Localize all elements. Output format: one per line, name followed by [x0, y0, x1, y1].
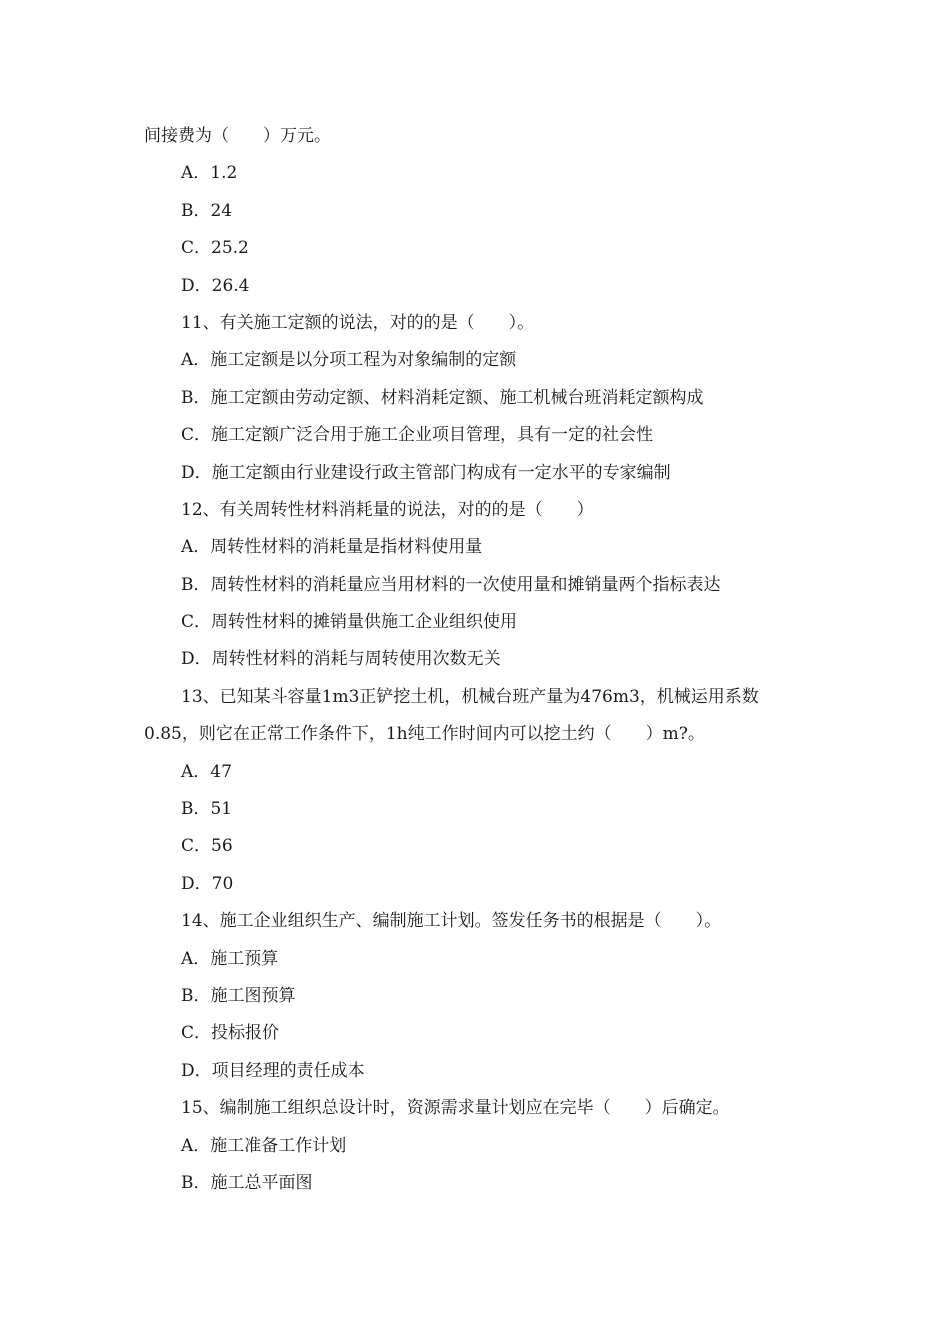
text-line: B．24 [181, 200, 233, 221]
text-line: C．施工定额广泛合用于施工企业项目管理，具有一定的社会性 [181, 425, 654, 446]
text-line: D．施工定额由行业建设行政主管部门构成有一定水平的专家编制 [181, 462, 671, 483]
text-line: B．施工总平面图 [181, 1172, 313, 1193]
text-line: B．施工图预算 [181, 985, 296, 1006]
text-line: D．周转性材料的消耗与周转使用次数无关 [181, 649, 501, 670]
text-line: D．70 [181, 873, 234, 894]
text-line: 间接费为（ ）万元。 [144, 126, 331, 146]
text-line: 12、有关周转性材料消耗量的说法，对的的是（ ） [181, 499, 594, 520]
document-body [144, 118, 824, 1202]
text-line: 13、已知某斗容量1m3正铲挖土机，机械台班产量为476m3，机械运用系数 [181, 686, 759, 707]
text-line: A．47 [181, 761, 232, 782]
text-line: B．周转性材料的消耗量应当用材料的一次使用量和摊销量两个指标表达 [181, 574, 721, 595]
text-line: B．51 [181, 799, 233, 820]
text-line: A．施工准备工作计划 [181, 1135, 347, 1156]
text-line: C．56 [181, 836, 233, 857]
text-line: C．周转性材料的摊销量供施工企业组织使用 [181, 612, 518, 633]
text-line: B．施工定额由劳动定额、材料消耗定额、施工机械台班消耗定额构成 [181, 387, 704, 408]
text-line: 14、施工企业组织生产、编制施工计划。签发任务书的根据是（ ）。 [181, 911, 722, 932]
text-line: D．项目经理的责任成本 [181, 1060, 365, 1081]
text-line: 11、有关施工定额的说法，对的的是（ ）。 [181, 312, 535, 333]
text-line: 15、编制施工组织总设计时，资源需求量计划应在完毕（ ）后确定。 [181, 1098, 730, 1119]
text-line: A．周转性材料的消耗量是指材料使用量 [181, 537, 483, 558]
text-line: 0.85，则它在正常工作条件下，1h纯工作时间内可以挖土约（ ）m?。 [144, 724, 705, 745]
text-line: A．施工定额是以分项工程为对象编制的定额 [181, 350, 517, 371]
text-line: D．26.4 [181, 275, 250, 296]
text-line: A．施工预算 [181, 948, 279, 969]
text-line: C．投标报价 [181, 1023, 280, 1044]
text-line: C．25.2 [181, 238, 249, 259]
text-line: A．1.2 [181, 163, 238, 184]
